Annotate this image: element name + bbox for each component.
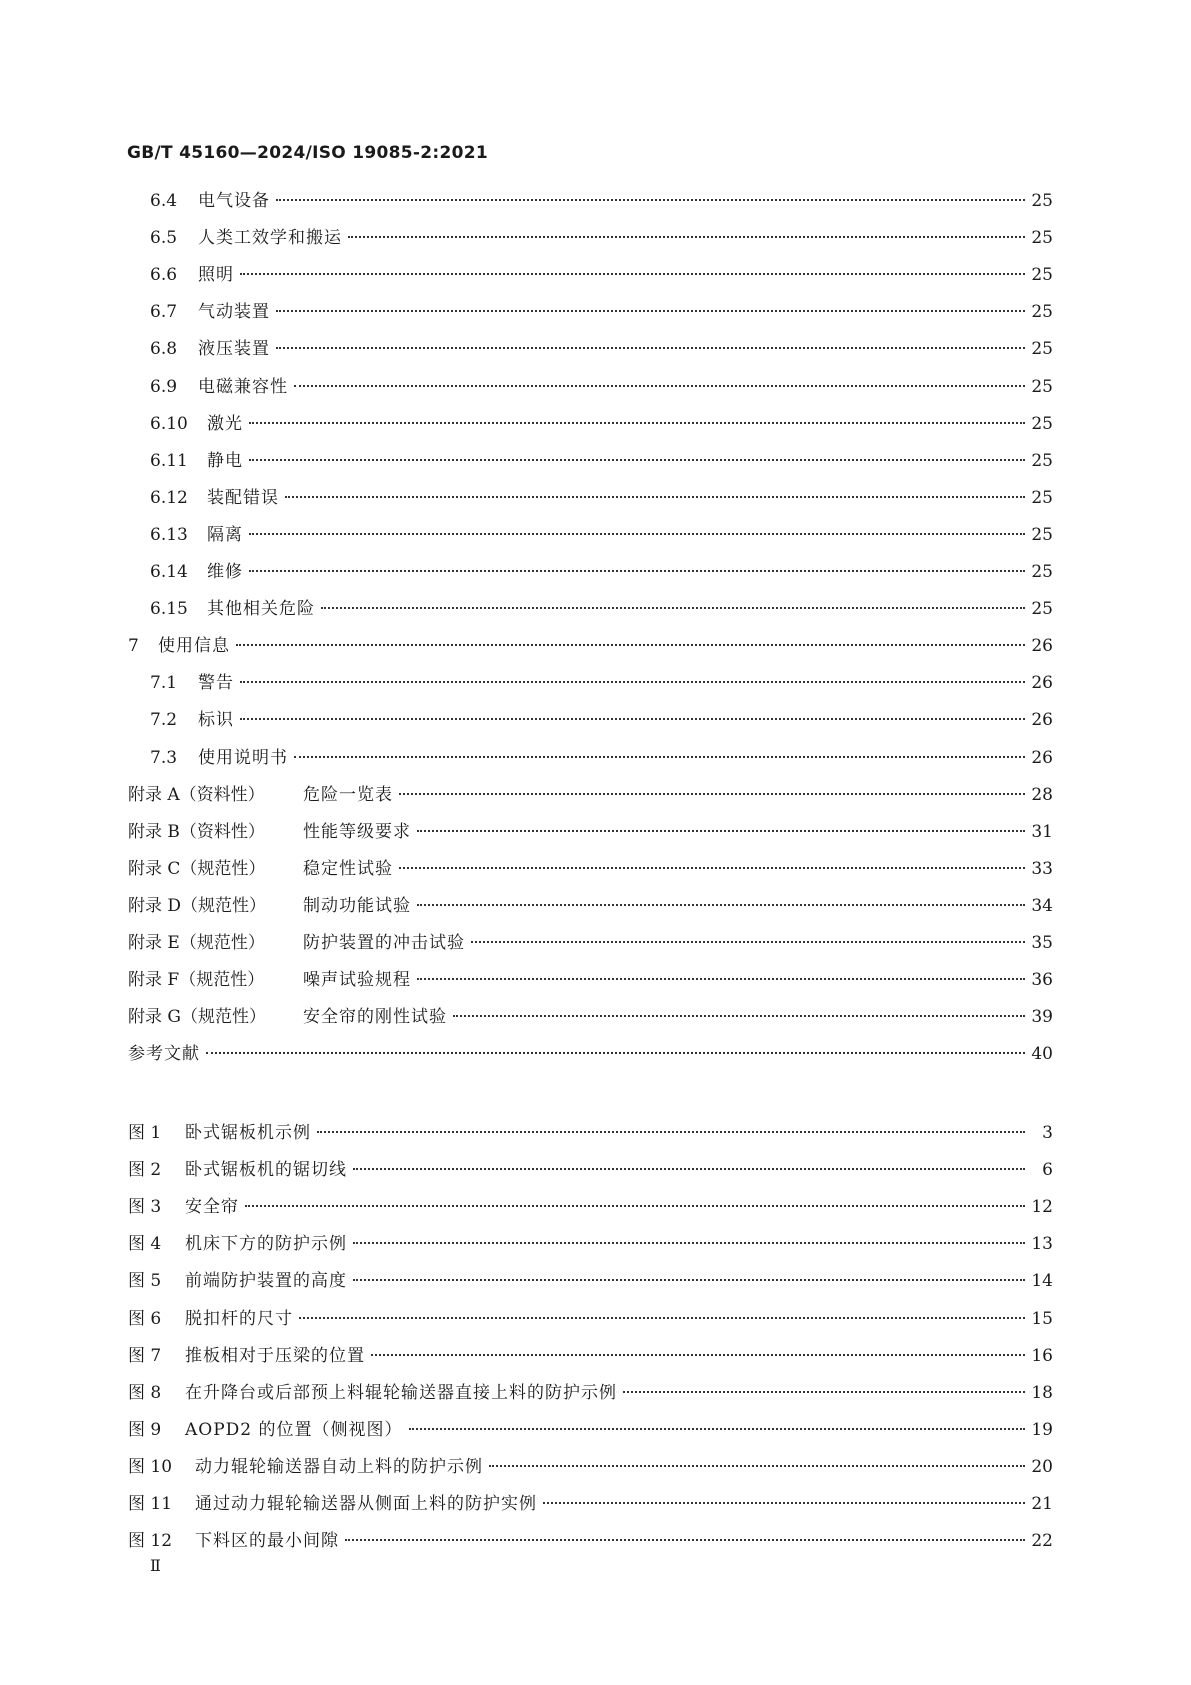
toc-entry-title: 噪声试验规程: [303, 970, 411, 991]
figures-entry-title: 下料区的最小间隙: [195, 1531, 339, 1552]
dot-leader: [294, 385, 1025, 387]
toc-entry-page: 25: [1031, 599, 1053, 620]
toc-entry-title: 安全帘的刚性试验: [303, 1007, 447, 1028]
toc-entry[interactable]: [128, 1039, 1053, 1067]
toc-entry-number: 6.12: [150, 487, 188, 508]
figures-entry-page: 22: [1031, 1531, 1053, 1552]
toc-entry-page: 39: [1031, 1007, 1053, 1028]
toc-entry[interactable]: [150, 483, 1053, 511]
toc-entry-page: 25: [1031, 265, 1053, 286]
dot-leader: [353, 1242, 1025, 1244]
figures-entry[interactable]: [128, 1341, 1053, 1369]
toc-entry-title: 制动功能试验: [303, 895, 411, 916]
figures-entry-number: 图 10: [128, 1456, 173, 1477]
toc-entry-page: 25: [1031, 487, 1053, 508]
toc-entry[interactable]: [150, 594, 1053, 622]
figures-entry-title: 在升降台或后部预上料辊轮输送器直接上料的防护示例: [185, 1382, 617, 1403]
toc-entry-number: 附录 E（规范性）: [128, 933, 265, 953]
toc-entry[interactable]: [128, 854, 1053, 882]
toc-entry-page: 33: [1031, 858, 1053, 879]
dot-leader: [345, 1539, 1025, 1541]
toc-entry-number: 6.5: [150, 228, 178, 249]
figures-entry-page: 20: [1031, 1456, 1053, 1477]
toc-entry-page: 35: [1031, 933, 1053, 953]
toc-entry-title: 危险一览表: [303, 784, 393, 805]
toc-entry-page: 34: [1031, 895, 1053, 916]
toc-entry-page: 36: [1031, 970, 1053, 991]
dot-leader: [249, 459, 1025, 461]
figures-entry[interactable]: [128, 1415, 1053, 1443]
toc-entry-page: 26: [1031, 636, 1053, 657]
figures-entry-title: 通过动力辊轮输送器从侧面上料的防护实例: [195, 1494, 537, 1514]
dot-leader: [236, 644, 1025, 646]
toc-entry[interactable]: [128, 631, 1053, 659]
toc-entry-title: 液压装置: [198, 339, 270, 360]
dot-leader: [543, 1502, 1025, 1504]
dot-leader: [417, 904, 1025, 906]
dot-leader: [249, 422, 1025, 424]
toc-entry-page: 25: [1031, 524, 1053, 545]
dot-leader: [276, 199, 1025, 201]
dot-leader: [249, 570, 1025, 572]
toc-entry-title: 电磁兼容性: [198, 376, 288, 397]
figures-entry-page: 16: [1031, 1345, 1053, 1366]
dot-leader: [294, 756, 1025, 758]
dot-leader: [240, 273, 1025, 275]
page-number: Ⅱ: [150, 1556, 161, 1575]
toc-entry[interactable]: [128, 965, 1053, 993]
toc-entry-title: 性能等级要求: [303, 821, 411, 842]
toc-entry-title: 使用说明书: [198, 747, 288, 768]
toc-entry[interactable]: [128, 891, 1053, 919]
dot-leader: [276, 310, 1025, 312]
toc-entry-page: 26: [1031, 710, 1053, 731]
toc-entry-number: 6.10: [150, 413, 188, 434]
toc-entry-number: 6.11: [150, 450, 188, 471]
toc-entry-title: 人类工效学和搬运: [198, 228, 342, 249]
toc-entry-number: 6.9: [150, 376, 178, 397]
figures-entry-page: 18: [1031, 1382, 1053, 1403]
dot-leader: [353, 1279, 1025, 1281]
toc-entry-page: 26: [1031, 673, 1053, 694]
toc-entry-title: 稳定性试验: [303, 858, 393, 879]
toc-entry-number: 6.6: [150, 265, 178, 286]
toc-entry-title: 激光: [207, 413, 243, 434]
figures-entry-title: 机床下方的防护示例: [185, 1234, 347, 1255]
dot-leader: [240, 718, 1025, 720]
figures-entry-page: 19: [1031, 1419, 1053, 1440]
figures-entry-title: 脱扣杆的尺寸: [185, 1308, 293, 1329]
toc-entry-title: 静电: [207, 450, 243, 471]
toc-entry-number: 7.2: [150, 710, 178, 731]
figures-entry-page: 15: [1031, 1308, 1053, 1329]
figures-entry[interactable]: [128, 1452, 1053, 1480]
dot-leader: [371, 1354, 1025, 1356]
toc-entry-page: 25: [1031, 450, 1053, 471]
toc-entry-page: 25: [1031, 376, 1053, 397]
dot-leader: [623, 1391, 1025, 1393]
toc-entry-page: 25: [1031, 339, 1053, 360]
toc-entry-number: 7.1: [150, 673, 178, 694]
toc-entry[interactable]: [150, 557, 1053, 585]
toc-entry-number: 附录 C（规范性）: [128, 858, 266, 879]
toc-entry[interactable]: [128, 817, 1053, 845]
figures-entry[interactable]: [128, 1304, 1053, 1332]
dot-leader: [245, 1205, 1025, 1207]
toc-entry-title: 参考文献: [128, 1044, 200, 1065]
dot-leader: [348, 236, 1025, 238]
figures-entry-number: 图 8: [128, 1382, 162, 1403]
dot-leader: [417, 830, 1025, 832]
figures-entry[interactable]: [128, 1229, 1053, 1257]
dot-leader: [399, 793, 1025, 795]
toc-entry-page: 28: [1031, 784, 1053, 805]
dot-leader: [276, 347, 1025, 349]
toc-entry[interactable]: [150, 743, 1053, 771]
toc-entry-page: 31: [1031, 821, 1053, 842]
toc-entry-number: 7.3: [150, 747, 178, 768]
figures-entry[interactable]: [128, 1378, 1053, 1406]
figures-entry-title: 安全帘: [185, 1197, 239, 1218]
figures-entry[interactable]: [128, 1192, 1053, 1220]
toc-entry[interactable]: [150, 223, 1053, 251]
toc-entry-number: 附录 F（规范性）: [128, 970, 265, 991]
toc-entry-title: 标识: [198, 710, 234, 731]
figures-entry-number: 图 3: [128, 1197, 162, 1218]
toc-entry[interactable]: [128, 1002, 1053, 1030]
figures-entry-title: 卧式锯板机示例: [185, 1123, 311, 1143]
toc-entry-page: 25: [1031, 191, 1053, 211]
toc-entry[interactable]: [150, 297, 1053, 325]
toc-entry-number: 6.8: [150, 339, 178, 360]
toc-entry[interactable]: [150, 446, 1053, 474]
toc-entry-page: 40: [1031, 1044, 1053, 1065]
figures-entry-number: 图 12: [128, 1531, 173, 1552]
toc-entry-number: 6.4: [150, 191, 178, 211]
figures-entry-title: 推板相对于压梁的位置: [185, 1345, 365, 1366]
toc-entry[interactable]: [150, 705, 1053, 733]
toc-entry-number: 7: [128, 636, 139, 657]
dot-leader: [249, 533, 1025, 535]
dot-leader: [453, 1015, 1025, 1017]
figures-entry-number: 图 4: [128, 1234, 162, 1255]
toc-entry-number: 附录 D（规范性）: [128, 895, 267, 916]
toc-entry-number: 附录 A（资料性）: [128, 784, 265, 805]
toc-entry[interactable]: [150, 409, 1053, 437]
figures-entry-number: 图 1: [128, 1123, 162, 1143]
figures-entry-number: 图 11: [128, 1494, 173, 1514]
figures-entry-number: 图 2: [128, 1160, 162, 1181]
dot-leader: [417, 978, 1025, 980]
figures-entry[interactable]: [128, 1155, 1053, 1183]
toc-entry[interactable]: [150, 520, 1053, 548]
toc-entry-title: 防护装置的冲击试验: [303, 933, 465, 953]
toc-entry-number: 6.14: [150, 562, 188, 582]
standard-code-header: GB/T 45160—2024/ISO 19085-2:2021: [127, 143, 488, 163]
dot-leader: [409, 1428, 1025, 1430]
toc-entry-number: 附录 G（规范性）: [128, 1007, 266, 1028]
dot-leader: [321, 607, 1025, 609]
toc-entry-title: 隔离: [207, 524, 243, 545]
figures-entry[interactable]: [128, 1266, 1053, 1294]
toc-entry[interactable]: [150, 260, 1053, 288]
figures-entry[interactable]: [128, 1118, 1053, 1146]
figures-entry[interactable]: [128, 1489, 1053, 1517]
toc-entry-number: 6.15: [150, 599, 188, 620]
toc-entry[interactable]: [150, 372, 1053, 400]
toc-entry-number: 6.7: [150, 302, 178, 323]
dot-leader: [399, 867, 1025, 869]
toc-entry-title: 装配错误: [207, 487, 279, 508]
toc-entry[interactable]: [128, 780, 1053, 808]
toc-entry[interactable]: [128, 928, 1053, 956]
toc-entry-number: 附录 B（资料性）: [128, 821, 265, 842]
toc-entry[interactable]: [150, 334, 1053, 362]
toc-entry-title: 其他相关危险: [207, 599, 315, 620]
figures-entry-page: 14: [1031, 1271, 1053, 1292]
toc-entry[interactable]: [150, 186, 1053, 214]
dot-leader: [489, 1465, 1025, 1467]
figures-entry-page: 3: [1042, 1123, 1053, 1143]
figures-entry-number: 图 5: [128, 1271, 162, 1292]
figures-entry-page: 13: [1031, 1234, 1053, 1255]
figures-entry-title: 卧式锯板机的锯切线: [185, 1160, 347, 1181]
toc-entry[interactable]: [150, 668, 1053, 696]
dot-leader: [353, 1168, 1025, 1170]
figures-entry-page: 12: [1031, 1197, 1053, 1218]
figures-entry-page: 21: [1031, 1494, 1053, 1514]
dot-leader: [240, 681, 1025, 683]
toc-entry-page: 26: [1031, 747, 1053, 768]
toc-entry-title: 气动装置: [198, 302, 270, 323]
figures-entry-title: 动力辊轮输送器自动上料的防护示例: [195, 1456, 483, 1477]
toc-entry-page: 25: [1031, 413, 1053, 434]
toc-entry-page: 25: [1031, 562, 1053, 582]
toc-entry-title: 使用信息: [158, 636, 230, 657]
dot-leader: [317, 1131, 1025, 1133]
toc-entry-number: 6.13: [150, 524, 188, 545]
dot-leader: [206, 1052, 1025, 1054]
toc-entry-title: 警告: [198, 673, 234, 694]
figures-entry[interactable]: [128, 1526, 1053, 1554]
figures-entry-page: 6: [1042, 1160, 1053, 1181]
dot-leader: [285, 496, 1025, 498]
toc-entry-title: 电气设备: [198, 191, 270, 211]
figures-entry-number: 图 6: [128, 1308, 162, 1329]
figures-entry-number: 图 7: [128, 1345, 162, 1366]
toc-entry-page: 25: [1031, 228, 1053, 249]
toc-entry-title: 维修: [207, 562, 243, 582]
toc-entry-page: 25: [1031, 302, 1053, 323]
figures-entry-number: 图 9: [128, 1419, 162, 1440]
toc-entry-title: 照明: [198, 265, 234, 286]
figures-entry-title: 前端防护装置的高度: [185, 1271, 347, 1292]
dot-leader: [471, 941, 1025, 943]
dot-leader: [299, 1317, 1025, 1319]
figures-entry-title: AOPD2 的位置（侧视图）: [185, 1419, 403, 1440]
